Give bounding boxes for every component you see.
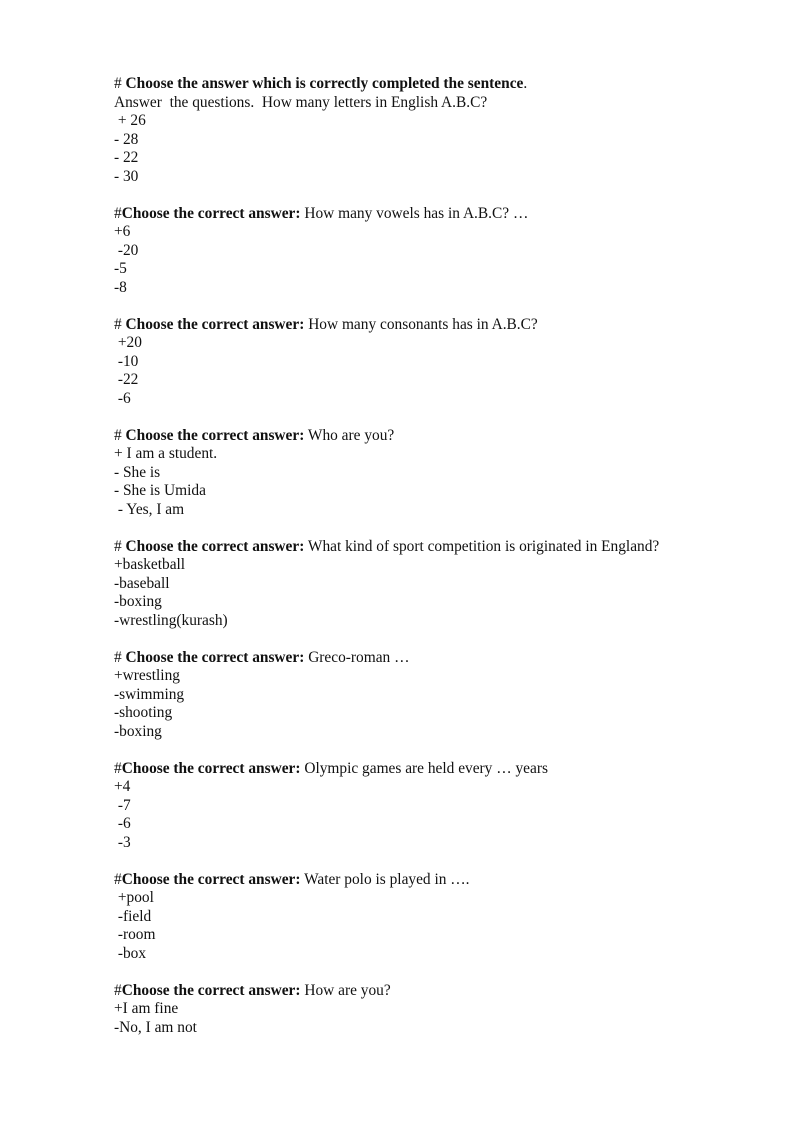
answer-option: +20	[114, 334, 142, 351]
question-prompt	[114, 316, 754, 335]
question-subtext: Answer the questions. How many letters in English A.B.C?	[114, 93, 488, 111]
question-prompt	[114, 760, 754, 779]
answer-option: -boxing	[114, 722, 162, 740]
answer-option: -8	[114, 278, 127, 296]
question-text: .	[523, 75, 528, 92]
question-prompt	[114, 205, 754, 224]
answer-option: -boxing	[114, 593, 162, 610]
question-marker: #	[114, 204, 122, 222]
answer-option: -room	[114, 926, 156, 943]
question-5	[114, 538, 754, 631]
question-instruction: Choose the correct answer:	[121, 981, 301, 999]
answer-option: -box	[114, 944, 147, 962]
question-1	[114, 75, 754, 186]
question-text: What kind of sport competition is originated in England?	[304, 537, 660, 555]
question-text: How are you?	[300, 981, 391, 999]
answer-option: - Yes, I am	[114, 500, 185, 518]
answer-option: - She is Umida	[114, 482, 206, 499]
answer-option: +6	[114, 223, 131, 240]
question-3	[114, 316, 754, 409]
question-text: Who are you?	[304, 426, 395, 444]
question-instruction: Choose the answer which is correctly completed the sentence	[125, 75, 524, 92]
question-prompt	[114, 538, 754, 557]
answer-option: -10	[114, 352, 139, 370]
question-marker: #	[114, 870, 122, 888]
answer-option: -swimming	[114, 685, 185, 703]
question-text: Olympic games are held every … years	[300, 759, 548, 777]
question-marker: #	[114, 759, 122, 777]
question-prompt	[114, 649, 754, 668]
question-instruction: Choose the correct answer:	[125, 537, 305, 555]
question-marker: #	[114, 426, 126, 444]
answer-option: +pool	[114, 889, 154, 906]
question-prompt	[114, 427, 754, 446]
answer-option: -6	[114, 815, 131, 832]
question-2	[114, 205, 754, 298]
question-marker: #	[114, 648, 126, 666]
answer-option: -3	[114, 833, 131, 851]
question-text: How many vowels has in A.B.C? …	[300, 204, 529, 222]
question-prompt	[114, 75, 754, 94]
answer-option: +basketball	[114, 556, 186, 573]
question-7	[114, 760, 754, 853]
answer-option: -5	[114, 260, 127, 277]
answer-option: -20	[114, 241, 139, 259]
answer-option: - She is	[114, 463, 161, 481]
answer-option: -22	[114, 371, 139, 388]
answer-option: + 26	[114, 112, 146, 129]
question-4	[114, 427, 754, 520]
answer-option: - 22	[114, 149, 139, 166]
question-text: Water polo is played in ….	[300, 870, 470, 888]
answer-option: -shooting	[114, 704, 173, 721]
answer-option: - 28	[114, 130, 139, 148]
question-prompt	[114, 871, 754, 890]
question-instruction: Choose the correct answer:	[125, 426, 305, 444]
answer-option: + I am a student.	[114, 445, 218, 462]
question-marker: #	[114, 537, 126, 555]
quiz-content	[114, 75, 754, 1056]
answer-option: - 30	[114, 167, 139, 185]
question-8	[114, 871, 754, 964]
answer-option: -baseball	[114, 574, 170, 592]
question-text: How many consonants has in A.B.C?	[304, 315, 538, 333]
question-instruction: Choose the correct answer:	[125, 648, 305, 666]
question-marker: #	[114, 315, 126, 333]
answer-option: -field	[114, 907, 152, 925]
question-text: Greco-roman …	[304, 648, 410, 666]
answer-option: -wrestling(kurash)	[114, 611, 228, 629]
question-marker: #	[114, 75, 126, 92]
question-9	[114, 982, 754, 1038]
answer-option: +I am fine	[114, 1000, 179, 1017]
answer-option: -No, I am not	[114, 1018, 197, 1036]
answer-option: -7	[114, 796, 131, 814]
question-instruction: Choose the correct answer:	[121, 870, 301, 888]
answer-option: +wrestling	[114, 667, 180, 684]
answer-option: -6	[114, 389, 131, 407]
question-instruction: Choose the correct answer:	[121, 204, 301, 222]
question-6	[114, 649, 754, 742]
question-marker: #	[114, 981, 122, 999]
question-instruction: Choose the correct answer:	[125, 315, 305, 333]
question-instruction: Choose the correct answer:	[121, 759, 301, 777]
answer-option: +4	[114, 778, 131, 795]
question-prompt	[114, 982, 754, 1001]
